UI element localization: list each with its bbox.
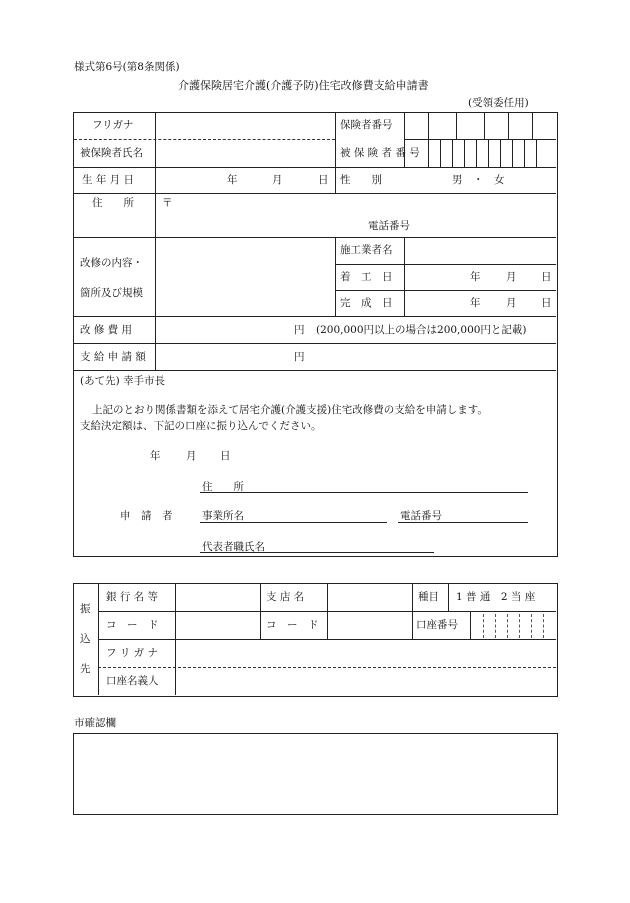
account-number-label: 口座番号 <box>416 619 458 631</box>
addressee: (あて先) 幸手市長 <box>80 375 166 387</box>
furigana-label: フリガナ <box>92 119 134 131</box>
date-year: 年 <box>150 450 161 462</box>
representative-label: 代表者職氏名 <box>202 541 265 553</box>
insured-name-label: 被保険者氏名 <box>80 147 143 159</box>
bank-name-label: 銀 行 名 等 <box>106 591 159 603</box>
sex-label: 性 別 <box>340 174 382 186</box>
cost-label: 改 修 費 用 <box>80 324 133 336</box>
contractor-label: 施工業者名 <box>340 244 393 256</box>
insurer-number-label: 保険者番号 <box>340 119 393 131</box>
address-label: 住 所 <box>92 197 134 209</box>
start-month: 月 <box>506 271 517 283</box>
apply-yen: 円 <box>294 351 305 363</box>
transfer-label-3: 先 <box>80 663 91 675</box>
birth-day: 日 <box>318 174 329 186</box>
transfer-label-2: 込 <box>80 633 91 645</box>
insured-number-label: 被 保 険 者 番 号 <box>340 147 420 159</box>
delegation-note: (受領委任用) <box>468 97 529 109</box>
city-confirm-label: 市確認欄 <box>74 717 116 729</box>
start-date-label: 着 工 日 <box>340 271 393 283</box>
form-number: 様式第6号(第8条関係) <box>74 61 180 73</box>
applicant-address-label: 住 所 <box>202 481 244 493</box>
account-type-options[interactable]: 1 普 通 2 当 座 <box>456 591 536 603</box>
date-month: 月 <box>186 450 197 462</box>
declaration-line-1: 上記のとおり関係書類を添えて居宅介護(介護支援)住宅改修費の支給を申請します。 <box>92 404 488 416</box>
declaration-line-2: 支給決定額は、下記の口座に振り込んでください。 <box>80 420 322 432</box>
complete-year: 年 <box>470 297 481 309</box>
renovation-label-1: 改修の内容・ <box>80 257 143 269</box>
birth-month: 月 <box>272 174 283 186</box>
branch-name-label: 支 店 名 <box>266 591 305 603</box>
cost-yen: 円 <box>294 324 305 336</box>
account-type-label: 種目 <box>418 591 439 603</box>
city-confirm-box <box>73 733 558 815</box>
complete-date-label: 完 成 日 <box>340 297 393 309</box>
applicant-label: 申 請 者 <box>120 510 173 522</box>
form-title: 介護保険居宅介護(介護予防)住宅改修費支給申請書 <box>178 79 429 92</box>
sex-options[interactable]: 男 ・ 女 <box>452 174 505 186</box>
birth-date-label: 生 年 月 日 <box>82 174 135 186</box>
start-day: 日 <box>541 271 552 283</box>
account-holder-label: 口座名義人 <box>106 675 159 687</box>
complete-day: 日 <box>541 297 552 309</box>
transfer-label-1: 振 <box>80 603 91 615</box>
birth-year: 年 <box>227 174 238 186</box>
applicant-phone-label: 電話番号 <box>400 510 442 522</box>
bank-code-label: コ ー ド <box>106 619 159 631</box>
holder-furigana-label: フ リ ガ ナ <box>106 647 159 659</box>
office-name-label: 事業所名 <box>202 510 244 522</box>
complete-month: 月 <box>506 297 517 309</box>
branch-code-label: コ ー ド <box>266 619 319 631</box>
cost-note: (200,000円以上の場合は200,000円と記載) <box>316 324 527 336</box>
postal-mark: 〒 <box>162 197 173 209</box>
date-day: 日 <box>220 450 231 462</box>
start-year: 年 <box>470 271 481 283</box>
phone-label: 電話番号 <box>368 220 410 232</box>
renovation-label-2: 箇所及び規模 <box>80 287 143 299</box>
apply-amount-label: 支 給 申 請 額 <box>80 351 146 363</box>
